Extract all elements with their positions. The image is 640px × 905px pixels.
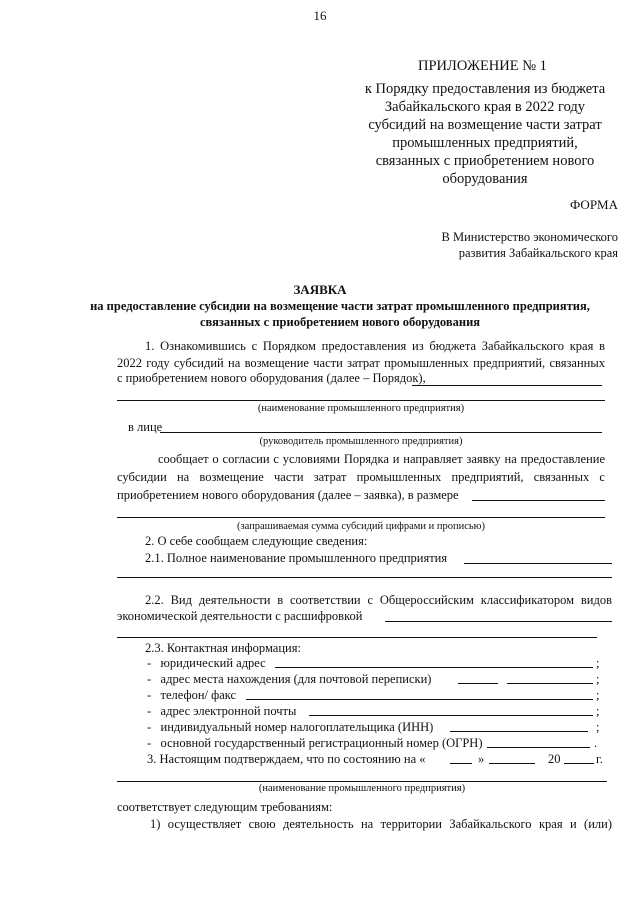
consent-line1: сообщает о согласии с условиями Порядка и направляет заявку на предоставление bbox=[158, 452, 605, 466]
procedure-blank-field[interactable] bbox=[412, 385, 602, 386]
in-person-label: в лице bbox=[128, 420, 163, 434]
inn-field[interactable] bbox=[450, 731, 588, 732]
contact-ogrn: - основной государственный регистрационный номер (ОГРН) bbox=[147, 736, 483, 750]
appendix-line: оборудования bbox=[442, 171, 528, 187]
caption-enterprise-2: (наименование промышленного предприятия) bbox=[258, 783, 466, 794]
requirement-1: 1) осуществляет свою деятельность на территории Забайкальского края и (или) bbox=[150, 817, 612, 831]
day-field[interactable] bbox=[450, 763, 472, 764]
full-name-field-continued[interactable] bbox=[117, 577, 612, 578]
complies-text: соответствует следующим требованиям: bbox=[117, 800, 333, 814]
contact-inn: - индивидуальный номер налогоплательщика (ИНН) bbox=[147, 720, 434, 734]
caption-enterprise: (наименование промышленного предприятия) bbox=[257, 403, 465, 414]
caption-head: (руководитель промышленного предприятия) bbox=[259, 436, 463, 447]
activity-field[interactable] bbox=[385, 621, 612, 622]
addressee-line: В Министерство экономического bbox=[441, 230, 618, 244]
head-name-field[interactable] bbox=[160, 432, 602, 433]
item-2-2-line2: экономической деятельности с расшифровкой bbox=[117, 609, 363, 623]
ogrn-field[interactable] bbox=[487, 747, 590, 748]
addressee-line: развития Забайкальского края bbox=[458, 246, 618, 260]
year-prefix: 20 bbox=[548, 752, 561, 766]
amount-field[interactable] bbox=[472, 500, 605, 501]
enterprise-name-field[interactable] bbox=[117, 400, 605, 401]
semicolon: ; bbox=[596, 704, 600, 718]
contact-mailing-address: - адрес места нахождения (для почтовой переписки) bbox=[147, 672, 432, 686]
appendix-text bbox=[340, 80, 630, 188]
section2-heading: 2. О себе сообщаем следующие сведения: bbox=[145, 534, 368, 548]
caption-amount: (запрашиваемая сумма субсидий цифрами и прописью) bbox=[236, 521, 486, 532]
phone-fax-field[interactable] bbox=[246, 699, 593, 700]
para1-line1: 1. Ознакомившись с Порядком предоставления из бюджета Забайкальского края в bbox=[145, 339, 605, 353]
para1-line2: 2022 году субсидий на возмещение части затрат промышленных предприятий, связанных bbox=[117, 356, 605, 370]
para1-line3: с приобретением нового оборудования (далее – Порядок), bbox=[117, 371, 426, 385]
full-name-field[interactable] bbox=[464, 563, 612, 564]
mailing-address-field[interactable] bbox=[458, 683, 498, 684]
addressee bbox=[442, 229, 618, 261]
form-label: ФОРМА bbox=[570, 197, 618, 212]
email-field[interactable] bbox=[309, 715, 593, 716]
enterprise-name-field-2[interactable] bbox=[117, 781, 607, 782]
document-title: ЗАЯВКА bbox=[293, 282, 347, 297]
appendix-line: Забайкальского края в 2022 году bbox=[384, 99, 586, 115]
section3-text: 3. Настоящим подтверждаем, что по состоянию на « bbox=[147, 752, 426, 766]
legal-address-field[interactable] bbox=[275, 667, 593, 668]
page-number: 16 bbox=[313, 8, 327, 23]
year-field[interactable] bbox=[564, 763, 594, 764]
quote-close: » bbox=[478, 752, 485, 766]
appendix-line: промышленных предприятий, bbox=[392, 135, 578, 151]
consent-line2: субсидии на возмещение части затрат промышленных предприятий, связанных с bbox=[117, 470, 605, 484]
year-suffix: г. bbox=[596, 752, 603, 766]
mailing-address-field-2[interactable] bbox=[507, 683, 593, 684]
activity-field-continued[interactable] bbox=[117, 637, 597, 638]
contact-legal-address: - юридический адрес bbox=[147, 656, 266, 670]
item-2-3: 2.3. Контактная информация: bbox=[145, 641, 301, 655]
amount-words-field[interactable] bbox=[117, 517, 605, 518]
appendix-line: к Порядку предоставления из бюджета bbox=[364, 81, 606, 97]
semicolon: ; bbox=[596, 688, 600, 702]
appendix-line: связанных с приобретением нового bbox=[375, 153, 595, 169]
appendix-title: ПРИЛОЖЕНИЕ № 1 bbox=[418, 58, 547, 74]
contact-phone-fax: - телефон/ факс bbox=[147, 688, 237, 702]
document-subtitle: на предоставление субсидии на возмещение части затрат промышленного предприятия, связанных с приобретением нового оборудования bbox=[90, 299, 590, 329]
appendix-line: субсидий на возмещение части затрат bbox=[368, 117, 602, 133]
month-field[interactable] bbox=[489, 763, 535, 764]
semicolon: ; bbox=[596, 720, 600, 734]
semicolon: ; bbox=[596, 656, 600, 670]
period: . bbox=[594, 736, 598, 750]
consent-line3: приобретением нового оборудования (далее – заявка), в размере bbox=[117, 488, 459, 502]
contact-email: - адрес электронной почты bbox=[147, 704, 297, 718]
item-2-1: 2.1. Полное наименование промышленного предприятия bbox=[145, 551, 448, 565]
semicolon: ; bbox=[596, 672, 600, 686]
item-2-2-line1: 2.2. Вид деятельности в соответствии с Общероссийским классификатором видов bbox=[145, 593, 612, 607]
